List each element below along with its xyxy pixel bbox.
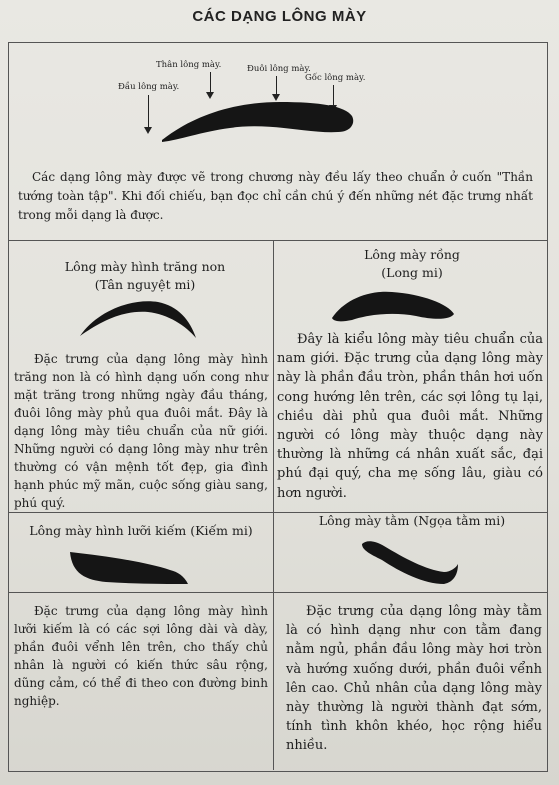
eyebrow-anatomy-diagram xyxy=(100,48,400,158)
main-eyebrow-illustration xyxy=(160,96,360,146)
arrow-tail xyxy=(276,76,277,94)
label-tail: Đuôi lông mày. xyxy=(247,64,311,74)
page-title: CÁC DẠNG LÔNG MÀY xyxy=(192,8,367,25)
dragon-brow-heading xyxy=(282,246,542,282)
column-divider xyxy=(273,240,274,770)
silkworm-brow-description: Đặc trưng của dạng lông mày tằm là có hình dạng như con tằm đang nằm ngủ, phần đầu lông mày hơi tròn và hướng xuống dưới, phần đuôi vểnh lên cao. Chủ nhân của dạng lông mày này thường là người thành đạt sớm, tính tình khôn khéo, học rộng hiểu nhiều. xyxy=(286,604,542,754)
crescent-brow-description: Đặc trưng của dạng lông mày hình trăng non là có hình dạng uốn cong như mặt trăng trong những ngày đầu tháng, đuôi lông mày phủ qua đuôi mắt. Đây là dạng lông mày tiêu chuẩn của nữ giới. Những người có dạng lông mày như trên thường có vận mệnh tốt đẹp, gia đình hạnh phúc mỹ mãn, cuộc sống giàu sang, phú quý. xyxy=(14,352,268,510)
arrow-body xyxy=(210,72,211,92)
dragon-eyebrow-icon xyxy=(330,288,456,324)
crescent-brow-heading xyxy=(20,258,270,294)
arrow-head xyxy=(148,95,149,127)
label-root: Gốc lông mày. xyxy=(305,73,366,83)
dragon-brow-alt-name: (Long mi) xyxy=(381,265,443,280)
silkworm-eyebrow-icon xyxy=(360,538,460,586)
intro-paragraph: Các dạng lông mày được vẽ trong chương này đều lấy theo chuẩn ở cuốn "Thần tướng toàn tập". Khi đối chiếu, bạn đọc chỉ cần chú ý đến những nét đặc trưng nhất trong mỗi dạng là được. xyxy=(18,170,533,222)
dragon-brow-description: Đây là kiểu lông mày tiêu chuẩn của nam giới. Đặc trưng của dạng lông mày này là phần đầu tròn, phần thân hơi uốn cong hướng lên trên, các sợi lông tụ lại, chiều dài phủ qua đuôi mắt. Những người có lông mày thuộc dạng này thường là những cá nhân xuất sắc, đại phú đại quý, cha mẹ sống lâu, giàu có hơn người. xyxy=(277,332,543,501)
silkworm-brow-name: Lông mày tằm (Ngọa tằm mi) xyxy=(318,513,506,528)
sword-brow-description: Đặc trưng của dạng lông mày hình lưỡi kiếm là có các sợi lông dài và dày, phần đuôi vểnh lên trên, cho thấy chủ nhân là người có kiến thức sâu rộng, dũng cảm, có thể đi theo con đường binh nghiệp. xyxy=(14,604,268,708)
crescent-eyebrow-icon xyxy=(78,296,198,342)
row-divider-3 xyxy=(8,592,548,593)
label-body: Thân lông mày. xyxy=(156,60,222,70)
dragon-brow-name: Lông mày rồng xyxy=(364,247,460,262)
row-divider-1 xyxy=(8,240,548,241)
sword-eyebrow-icon xyxy=(66,548,190,588)
label-head: Đầu lông mày. xyxy=(118,82,180,92)
sword-brow-name: Lông mày hình lưỡi kiếm (Kiếm mi) xyxy=(29,523,253,538)
crescent-brow-name: Lông mày hình trăng non xyxy=(64,259,226,274)
crescent-brow-alt-name: (Tân nguyệt mi) xyxy=(94,277,196,292)
